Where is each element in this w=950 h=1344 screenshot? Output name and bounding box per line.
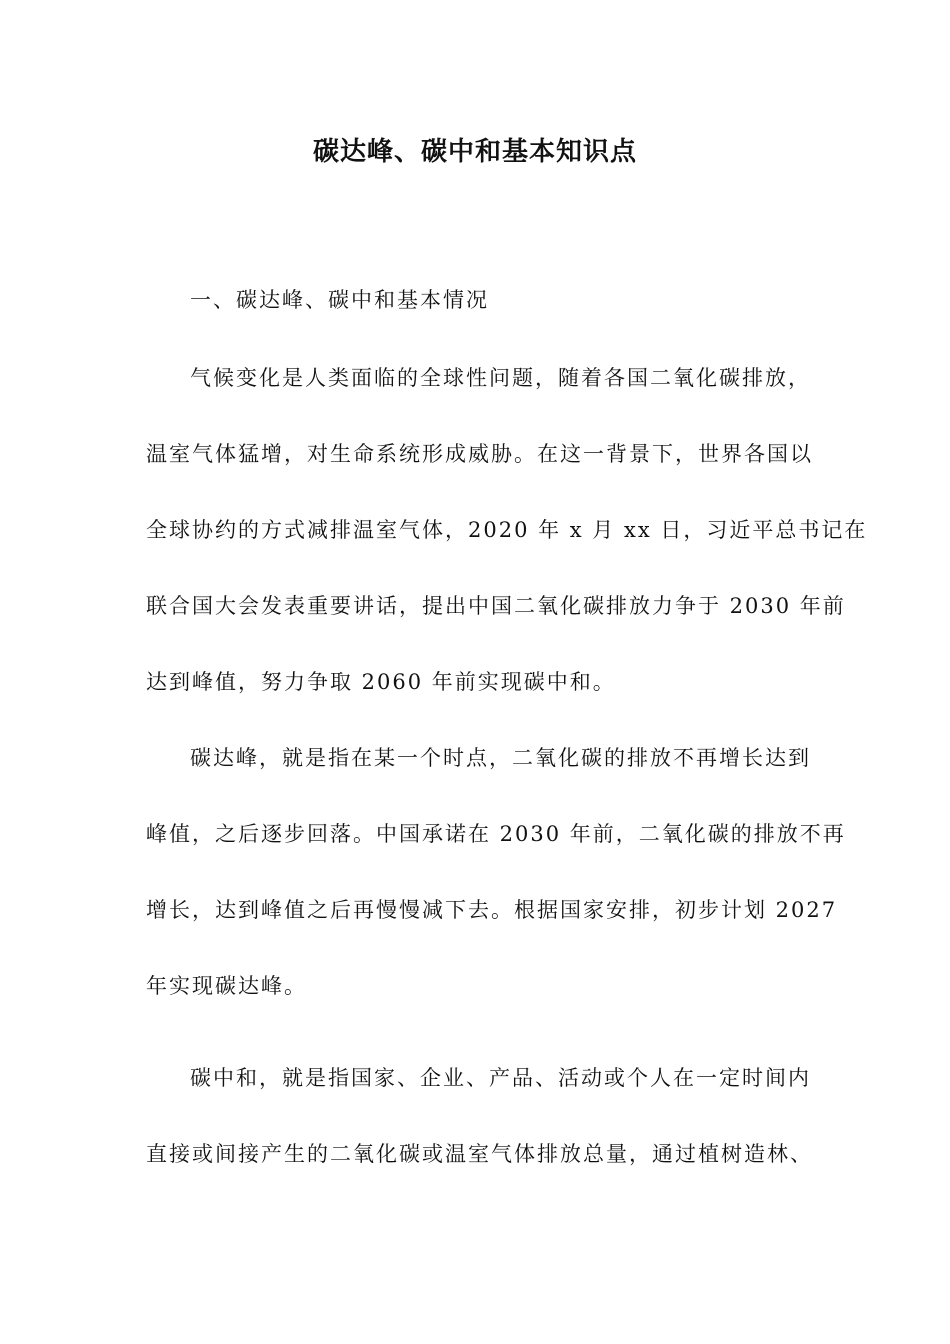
paragraph-line: 年实现碳达峰。 bbox=[146, 974, 307, 998]
paragraph-line: 峰值，之后逐步回落。中国承诺在 2030 年前，二氧化碳的排放不再 bbox=[146, 822, 846, 846]
paragraph-line: 直接或间接产生的二氧化碳或温室气体排放总量，通过植树造林、 bbox=[146, 1142, 813, 1166]
document-title: 碳达峰、碳中和基本知识点 bbox=[312, 137, 637, 167]
paragraph-3 bbox=[146, 1040, 813, 1192]
paragraph-line: 温室气体猛增，对生命系统形成威胁。在这一背景下，世界各国以 bbox=[146, 442, 813, 466]
paragraph-1 bbox=[146, 340, 868, 720]
paragraph-line: 联合国大会发表重要讲话，提出中国二氧化碳排放力争于 2030 年前 bbox=[146, 594, 846, 618]
paragraph-line: 碳达峰，就是指在某一个时点，二氧化碳的排放不再增长达到 bbox=[190, 746, 811, 770]
paragraph-line: 气候变化是人类面临的全球性问题，随着各国二氧化碳排放， bbox=[190, 366, 811, 390]
section-heading: 一、碳达峰、碳中和基本情况 bbox=[190, 288, 489, 312]
paragraph-2 bbox=[146, 720, 846, 1024]
paragraph-line: 全球协约的方式减排温室气体，2020 年 x 月 xx 日，习近平总书记在 bbox=[146, 518, 868, 542]
paragraph-line: 增长，达到峰值之后再慢慢减下去。根据国家安排，初步计划 2027 bbox=[146, 898, 838, 922]
paragraph-line: 碳中和，就是指国家、企业、产品、活动或个人在一定时间内 bbox=[190, 1066, 811, 1090]
paragraph-line: 达到峰值，努力争取 2060 年前实现碳中和。 bbox=[146, 670, 616, 694]
